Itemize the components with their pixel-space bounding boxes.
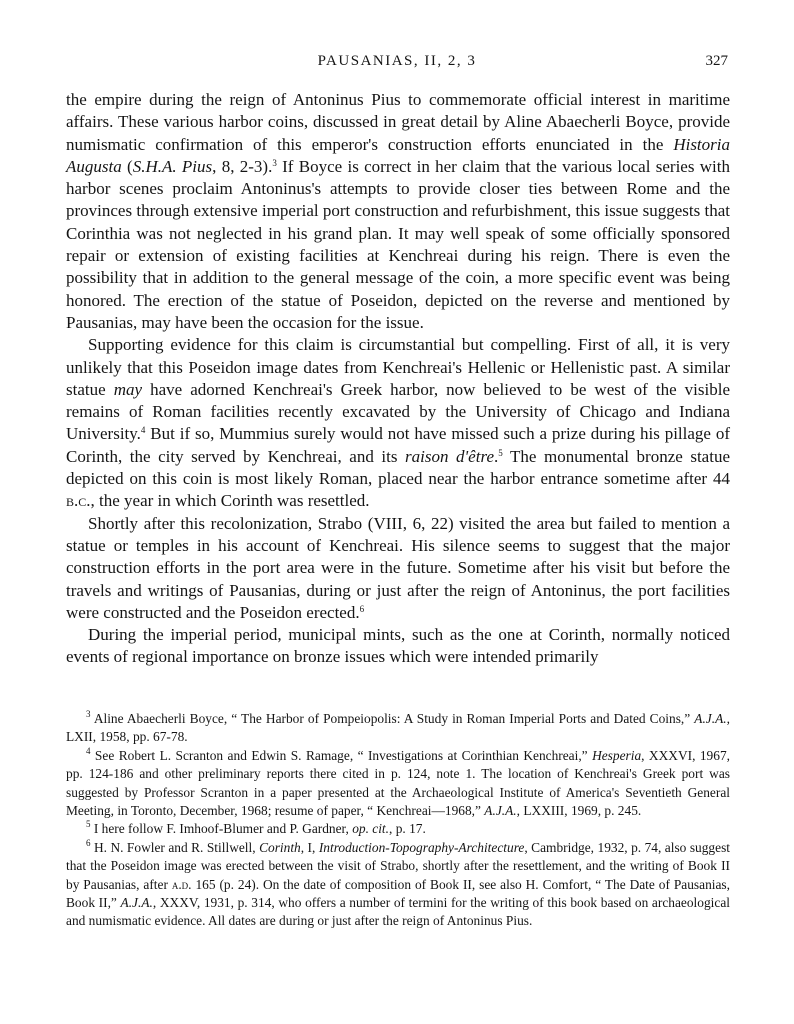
text-span: , 8, 2-3). bbox=[212, 156, 273, 176]
italic-emphasis: may bbox=[113, 379, 143, 399]
text-span: , p. 17. bbox=[389, 821, 426, 837]
paragraph-4 bbox=[66, 624, 730, 669]
text-span: , XXXVI, 1967, pp. 124-186 and other preliminary reports there cited in p. 124, note 1. The location of Kenchreai's Greek port was suggested by Professor Scranton in a paper presented at the Archaeological Institute of America's Seventieth General Meeting, in Toronto, December, 1968; resume of paper, “ Kenchreai—1968,” bbox=[66, 747, 730, 819]
text-span: ( bbox=[121, 156, 133, 176]
footnote-3 bbox=[66, 710, 730, 747]
running-title: PAUSANIAS, II, 2, 3 bbox=[317, 53, 477, 69]
italic-title: Introduction-Topography-Architecture bbox=[318, 839, 525, 855]
text-span: Supporting evidence for this claim is circumstantial but compelling. First of all, it is very unlikely that this Poseidon image dates from Kenchreai's Hellenic or Hellenistic past. A similar statue bbox=[66, 335, 730, 399]
text-span: I here follow F. Imhoof-Blumer and P. Gardner, bbox=[90, 821, 353, 837]
text-span: , the year in which Corinth was resettled. bbox=[90, 491, 370, 511]
footnote-ref-6: 6 bbox=[359, 603, 365, 614]
footnote-number: 4 bbox=[86, 745, 91, 756]
text-span: During the imperial period, municipal mints, such as the one at Corinth, normally noticed events of regional importance on bronze issues which were intended primarily bbox=[66, 625, 730, 667]
paragraph-3 bbox=[66, 513, 730, 624]
page-number: 327 bbox=[705, 53, 728, 69]
text-span: H. N. Fowler and R. Stillwell, bbox=[90, 839, 260, 855]
small-caps-era: b.c. bbox=[66, 491, 91, 511]
main-text bbox=[66, 89, 730, 669]
italic-citation: S.H.A. Pius bbox=[132, 156, 213, 176]
footnote-6 bbox=[66, 839, 730, 931]
text-span: , XXXV, 1931, p. 314, who offers a number of termini for the writing of this book based on archaeological and numismatic evidence. All dates are during or just after the reign of Antoninus Pius. bbox=[66, 895, 730, 929]
footnotes bbox=[66, 710, 730, 931]
footnote-number: 5 bbox=[86, 819, 91, 830]
italic-journal: Hesperia bbox=[592, 747, 642, 763]
text-span: . bbox=[493, 446, 499, 466]
text-span: , LXII, 1958, pp. 67-78. bbox=[66, 711, 730, 745]
footnote-ref-5: 5 bbox=[498, 447, 503, 458]
text-span: Aline Abaecherli Boyce, “ The Harbor of Pompeiopolis: A Study in Roman Imperial Ports and Dated Coins,” bbox=[90, 711, 695, 726]
italic-phrase: raison d'être bbox=[405, 446, 494, 466]
italic-journal: A.J.A. bbox=[484, 803, 517, 819]
footnote-4 bbox=[66, 747, 730, 821]
footnote-number: 6 bbox=[86, 837, 91, 848]
text-span: See Robert L. Scranton and Edwin S. Ramage, “ Investigations at Corinthian Kenchreai,” bbox=[90, 747, 593, 763]
footnote-number: 3 bbox=[86, 709, 91, 719]
paragraph-2 bbox=[66, 334, 730, 512]
italic-abbrev: op. cit. bbox=[352, 821, 390, 837]
text-span: If Boyce is correct in her claim that the various local series with harbor scenes proclaim Antoninus's attempts to provide closer ties between Rome and the provinces through extensive imperial port construction and refurbishment, this issue suggests that Corinthia was not neglected in his grand plan. It may well speak of some officially sponsored repair or extension of existing facilities at Kenchreai during his reign. There is even the possibility that in addition to the general message of the coin, a more specific event was being honored. The erection of the statue of Poseidon, depicted on the reverse and mentioned by Pausanias, may have been the occasion for the issue. bbox=[66, 156, 730, 332]
italic-title: Historia Augusta bbox=[66, 134, 730, 176]
text-span: The monumental bronze statue depicted on this coin is most likely Roman, placed near the harbor entrance sometime after 44 bbox=[66, 446, 730, 489]
text-span: But if so, Mummius surely would not have missed such a prize during his pillage of Corinth, the city served by Kenchreai, and its bbox=[66, 424, 730, 466]
text-span: , LXXIII, 1969, p. 245. bbox=[516, 803, 642, 819]
text-span: have adorned Kenchreai's Greek harbor, now believed to be west of the visible remains of Roman facilities recently excavated by the University of Chicago and Indiana University. bbox=[66, 379, 730, 444]
text-span: the empire during the reign of Antoninus Pius to commemorate official interest in maritime affairs. These various harbor coins, discussed in great detail by Aline Abaecherli Boyce, provide numismatic confirmation of this emperor's construction efforts enunciated in the bbox=[66, 90, 730, 154]
text-span: , I, bbox=[300, 839, 319, 855]
text-span: , Cambridge, 1932, p. 74, also suggest that the Poseidon image was erected between the visit of Strabo, shortly after the resettlement, and the writing of Book II by Pausanias, after bbox=[66, 839, 731, 892]
footnote-ref-3: 3 bbox=[272, 157, 277, 168]
italic-journal: A.J.A. bbox=[694, 711, 727, 726]
text-span: 165 (p. 24). On the date of composition of Book II, see also H. Comfort, “ The Date of Pausanias, Book II,” bbox=[66, 876, 730, 911]
italic-journal: A.J.A. bbox=[120, 895, 153, 911]
footnote-5 bbox=[66, 820, 730, 838]
footnote-ref-4: 4 bbox=[140, 425, 146, 436]
italic-title: Corinth bbox=[259, 839, 301, 855]
paragraph-1 bbox=[66, 89, 730, 334]
small-caps-era: a.d. bbox=[171, 876, 192, 892]
text-span: Shortly after this recolonization, Strabo (VIII, 6, 22) visited the area but failed to mention a statue or temples in his account of Kenchreai. His silence seems to suggest that the major construction efforts in the port area were in the future. Sometime after his visit but before the travels and writings of Pausanias, during or just after the reign of Antoninus, the port facilities were constructed and the Poseidon erected. bbox=[66, 513, 730, 622]
running-header bbox=[66, 53, 728, 75]
